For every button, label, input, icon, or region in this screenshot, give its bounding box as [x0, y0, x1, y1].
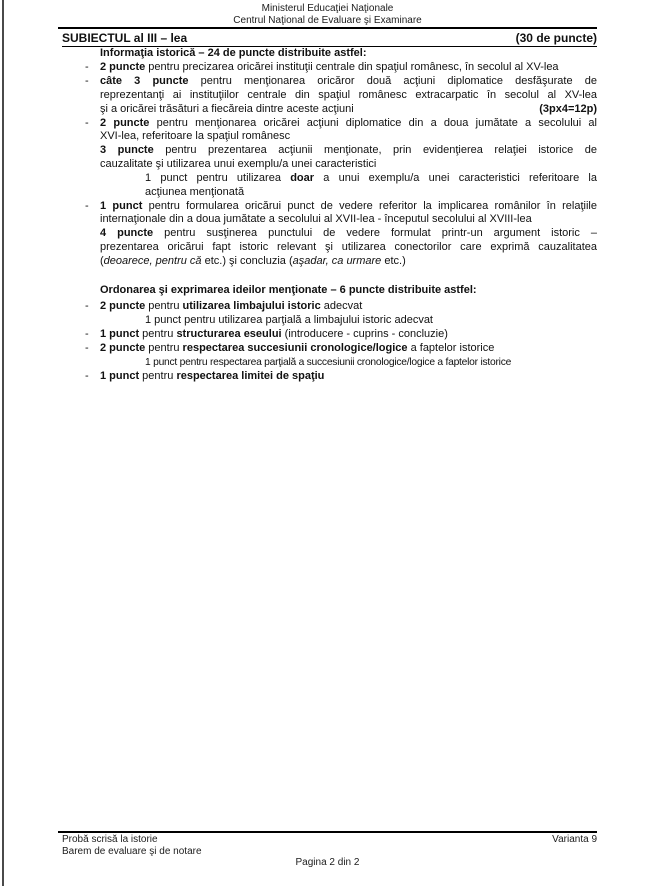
- rubric-line-20: [145, 356, 597, 370]
- ministry-name: Ministerul Educaţiei Naţionale: [261, 3, 394, 14]
- rubric-line-3: [100, 88, 597, 102]
- points-value: 2 puncte: [100, 342, 146, 354]
- connector-example: aşadar, ca urmare: [292, 255, 382, 267]
- criterion-text: pentru prezentarea acţiunii menţionate, prin evidenţierea relaţiei istorice de: [153, 144, 597, 156]
- footer-page-number: Pagina 2 din 2: [295, 857, 360, 868]
- bullet-dash: -: [85, 117, 89, 129]
- bullet-dash: -: [85, 328, 89, 340]
- footer-variant: Varianta 9: [552, 834, 597, 845]
- points-value: câte 3 puncte: [100, 75, 189, 87]
- rubric-line-5: [85, 116, 597, 130]
- rubric-line-18: [85, 327, 597, 341]
- footer-rule: [58, 831, 597, 833]
- criterion-text: pentru: [145, 300, 183, 312]
- criterion-text: cauzalitate şi utilizarea unui exemplu/a unei caracteristici: [100, 158, 377, 170]
- criterion-text: reprezentanţi ai instituţiilor centrale din spaţiul românesc extracarpatic în secolul al XV-lea: [100, 89, 597, 101]
- criterion-text: şi a oricărei trăsături a fiecăreia dintre aceste acţiuni: [100, 103, 354, 115]
- criterion-text: (: [100, 255, 104, 267]
- criterion-text: acţiunea menţionată: [145, 186, 245, 198]
- bullet-dash: -: [85, 342, 89, 354]
- points-value: 4 puncte: [100, 227, 154, 239]
- criterion-text: 1 punct pentru utilizarea: [145, 172, 291, 184]
- criterion-text: pentru susţinerea punctului de vedere formulat printr-un argument istoric –: [153, 227, 597, 239]
- rubric-line-17: [145, 313, 597, 327]
- criterion-text: pentru: [145, 342, 183, 354]
- header-rule: [58, 27, 597, 29]
- section1-heading: Informaţia istorică – 24 de puncte distribuite astfel:: [100, 47, 367, 59]
- criterion-emphasis: respectarea succesiunii cronologice/logice: [182, 342, 408, 354]
- subject-title: SUBIECTUL al III – lea: [62, 31, 188, 45]
- criterion-text: XVI-lea, referitoare la spaţiul românesc: [100, 130, 291, 142]
- rubric-line-21: [85, 369, 597, 383]
- criterion-text: pentru formularea oricărui punct de vedere referitor la implicarea românilor în relaţiile: [142, 200, 597, 212]
- criterion-text: (introducere - cuprins - concluzie): [281, 328, 448, 340]
- criterion-emphasis: respectarea limitei de spaţiu: [176, 370, 325, 382]
- bullet-dash: -: [85, 200, 89, 212]
- subject-row: [62, 32, 597, 47]
- points-formula: (3px4=12p): [539, 103, 597, 115]
- connector-example: deoarece, pentru că: [103, 255, 202, 267]
- bullet-dash: -: [85, 370, 89, 382]
- criterion-text: prezentarea oricărui fapt istoric relevant şi utilizarea conectorilor care exprimă cauzalitatea: [100, 241, 597, 253]
- criterion-text: a faptelor istorice: [407, 342, 495, 354]
- rubric-line-1: [85, 60, 597, 74]
- criterion-text: pentru menţionarea oricăror două acţiuni diplomatice desfăşurate de: [188, 75, 597, 87]
- criterion-text: 1 punct pentru utilizarea parţială a limbajului istoric adecvat: [145, 314, 433, 326]
- rubric-line-6: [100, 129, 597, 143]
- criterion-text: etc.): [381, 255, 406, 267]
- rubric-line-16: [85, 299, 597, 313]
- rubric-line-12: [100, 212, 597, 226]
- rubric-line-2: [85, 74, 597, 88]
- emphasis-word: doar: [290, 172, 315, 184]
- rubric-line-10: [145, 185, 597, 199]
- criterion-text: adecvat: [320, 300, 363, 312]
- rubric-line-9: [145, 171, 597, 185]
- criterion-text: pentru menţionarea oricărei acţiuni diplomatice din a doua jumătate a secolului al: [149, 117, 597, 129]
- rubric-line-15: [100, 254, 597, 268]
- bullet-dash: -: [85, 300, 89, 312]
- points-value: 2 puncte: [100, 117, 150, 129]
- points-value: 1 punct: [100, 200, 143, 212]
- section2-heading: Ordonarea şi exprimarea ideilor menţionate – 6 puncte distribuite astfel:: [100, 284, 477, 296]
- footer-doc-type: Barem de evaluare şi de notare: [62, 846, 202, 857]
- rubric-line-19: [85, 341, 597, 355]
- rubric-line-14: [100, 240, 597, 254]
- points-value: 2 puncte: [100, 61, 146, 73]
- subject-points: (30 de puncte): [515, 31, 597, 45]
- rubric-line-13: [100, 226, 597, 240]
- bullet-dash: -: [85, 75, 89, 87]
- rubric-line-8: [100, 157, 597, 171]
- bullet-dash: -: [85, 61, 89, 73]
- rubric-line-7: [100, 143, 597, 157]
- criterion-emphasis: utilizarea limbajului istoric: [182, 300, 321, 312]
- criterion-text: a unui exemplu/a unei caracteristici referitoare la: [314, 172, 597, 184]
- criterion-text: pentru: [139, 328, 177, 340]
- criterion-emphasis: structurarea eseului: [176, 328, 282, 340]
- criterion-text: 1 punct pentru respectarea parţială a succesiunii cronologice/logice a faptelor istorice: [145, 357, 512, 368]
- scan-edge-line: [2, 0, 4, 886]
- criterion-text: pentru precizarea oricărei instituţii centrale din spaţiul românesc, în secolul al XV-lea: [145, 61, 559, 73]
- rubric-line-4: [100, 102, 597, 116]
- criterion-text: internaţionale din a doua jumătate a secolului al XVII-lea - începutul secolului al XVIII-lea: [100, 213, 532, 225]
- points-value: 2 puncte: [100, 300, 146, 312]
- points-value: 3 puncte: [100, 144, 154, 156]
- document-header: [58, 3, 597, 26]
- center-name: Centrul Naţional de Evaluare şi Examinare: [233, 14, 422, 26]
- rubric-line-11: [85, 199, 597, 213]
- footer-exam-type: Probă scrisă la istorie: [62, 834, 158, 845]
- criterion-text: pentru: [139, 370, 177, 382]
- points-value: 1 punct: [100, 328, 140, 340]
- criterion-text: etc.) şi concluzia (: [201, 255, 293, 267]
- points-value: 1 punct: [100, 370, 140, 382]
